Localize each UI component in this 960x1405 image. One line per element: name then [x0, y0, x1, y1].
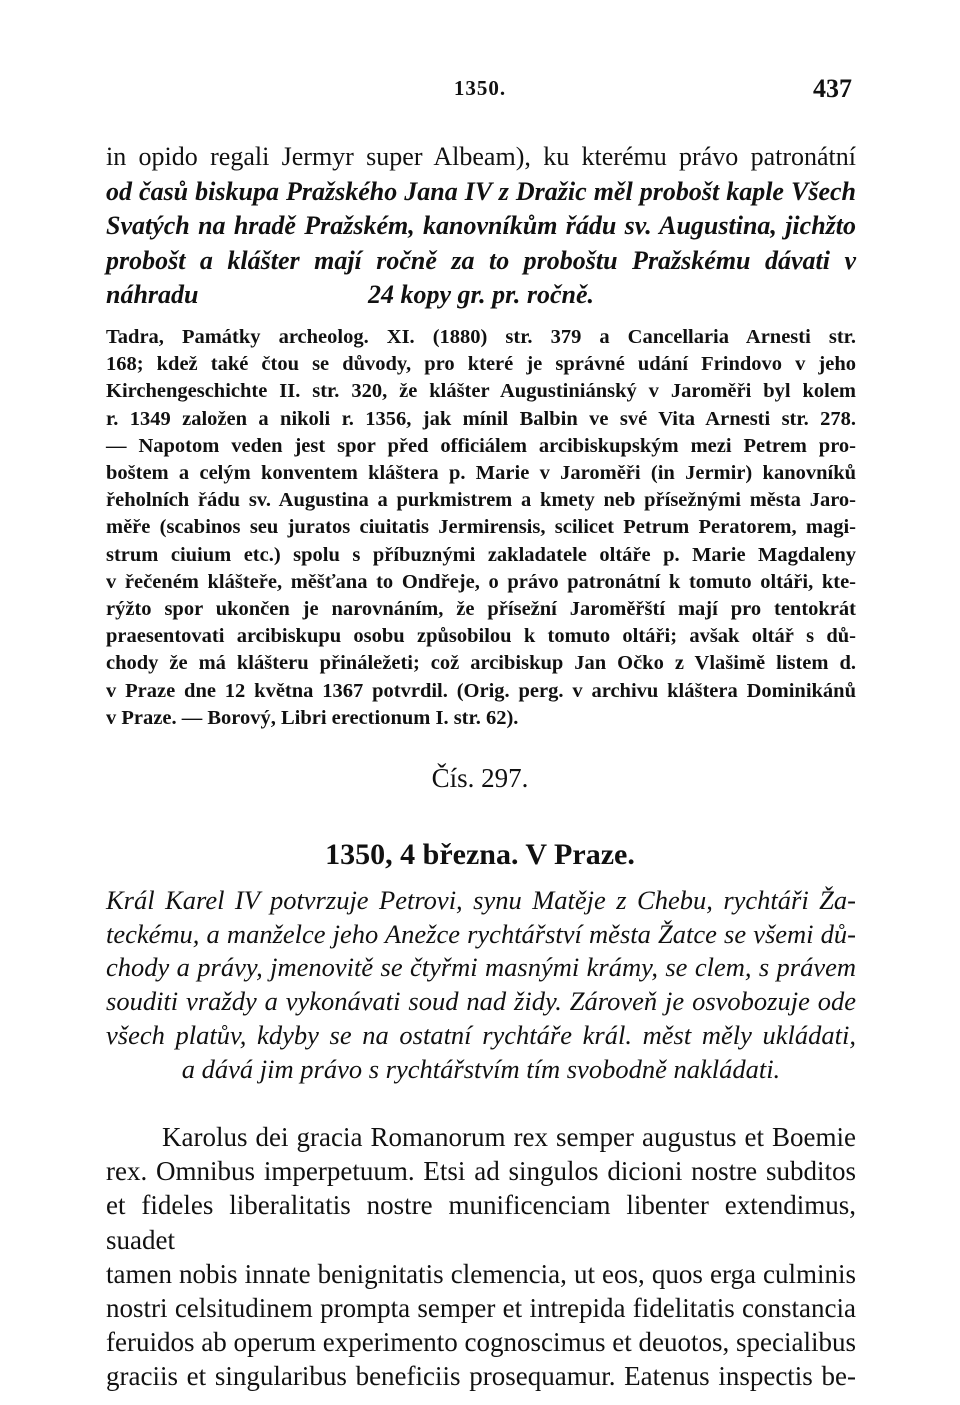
note-line: v řečeném klášteře, měšťana to Ondřeje, o právo patronátní k tomuto oltáři, kte- [106, 570, 856, 593]
charter-line: feruidos ab operum experimento cognoscimus et deuotos, specialibus [106, 1327, 856, 1358]
note-line: rýžto spor ukončen je narovnáním, že přísežní Jaroměřští mají pro tentokrát [106, 598, 856, 621]
regest-line: Král Karel IV potvrzuje Petrovi, synu Matěje z Chebu, rychtáři Ža- [106, 885, 856, 915]
note-line: chody že má klášteru přináležeti; což arcibiskup Jan Očko z Vlašimě listem d. [106, 652, 856, 675]
regest-line: chody a právy, jmenovitě se čtyřmi masnými krámy, se clem, s právem [106, 952, 856, 983]
continuation-line-text: Svatých na hradě Pražském, kanovníkům řádu sv. Augustina, jichžto [106, 211, 856, 240]
continuation-last-line: 24 kopy gr. pr. ročně. [367, 280, 595, 309]
note-line: r. 1349 založen a nikoli r. 1356, jak mínil Balbin ve své Vita Arnesti str. 278. [106, 407, 856, 430]
document-date-place: 1350, 4 března. V Praze. [325, 838, 635, 871]
continuation-line-text: in opido regali Jermyr super Albeam), ku kterému právo patronátní [106, 142, 856, 171]
note-line: praesentovati arcibiskupu osobu způsobilou k tomuto oltáři; avšak oltář s dů- [106, 625, 856, 648]
regest-line: teckému, a manželce jeho Anežce rychtářství města Žatce se všemi dů- [106, 918, 856, 949]
note-line: Tadra, Památky archeolog. XI. (1880) str. 379 a Cancellaria Arnesti str. [106, 326, 856, 348]
regest-last-line: a dává jim právo s rychtářstvím tím svobodně nakládati. [181, 1054, 781, 1084]
charter-line: graciis et singularibus beneficiis prosequamur. Eatenus inspectis be- [106, 1361, 856, 1392]
running-head-year: 1350. [453, 76, 507, 100]
charter-line [106, 1120, 856, 1154]
page-number: 437 [813, 74, 852, 103]
charter-line-text: Karolus dei gracia Romanorum rex semper augustus et Boemie [162, 1122, 856, 1152]
charter-line: et fideles liberalitatis nostre munificenciam libenter extendimus, suadet [106, 1190, 856, 1255]
continuation-line [106, 209, 856, 244]
continuation-line-text: probošt a klášter mají ročně za to proboštu Pražskému dávati v náhradu [106, 245, 856, 309]
note-line: v Praze. — Borový, Libri erectionum I. str. 62). [106, 706, 519, 729]
charter-line: tamen nobis innate benignitatis clemencia, ut eos, quos erga culminis [106, 1258, 856, 1289]
regest-line: souditi vraždy a vykonávati soud nad židy. Zároveň je osvobozuje ode [106, 986, 856, 1017]
editorial-note [106, 324, 856, 732]
note-line: řeholních řádu sv. Augustina a purkmistrem a kmety neb přísežnými města Jaro- [106, 489, 856, 512]
note-line: strum ciuium etc.) spolu s příbuznými zakladatele oltáře p. Marie Magdaleny [106, 543, 856, 566]
continuation-line [106, 140, 856, 175]
charter-text [106, 1120, 856, 1394]
document-number: Čís. 297. [431, 763, 529, 793]
note-line: v Praze dne 12 května 1367 potvrdil. (Orig. perg. v archivu kláštera Dominikánů [106, 679, 856, 702]
note-line: měře (scabinos seu juratos ciuitatis Jermirensis, scilicet Petrum Peratorem, magi- [106, 516, 856, 539]
regest-line: všech platův, kdyby se na ostatní rychtáře král. měst měly ukládati, [106, 1019, 856, 1050]
note-line: 168; kdež také čtou se důvody, pro které je správné udání Frindovo v jeho [106, 353, 856, 376]
charter-line: rex. Omnibus imperpetuum. Etsi ad singulos dicioni nostre subditos [106, 1156, 856, 1187]
regest-paragraph [106, 884, 856, 1053]
continuation-line [106, 175, 856, 210]
charter-line: nostri celsitudinem prompta semper et intrepida fidelitatis constancia [106, 1293, 856, 1324]
note-line: — Napotom veden jest spor před officiálem arcibiskupským mezi Petrem pro- [106, 434, 856, 457]
continuation-line-text: od časů biskupa Pražského Jana IV z Dražic měl probošt kaple Všech [106, 176, 856, 206]
note-line: boštem a celým konventem kláštera p. Marie v Jaroměři (in Jermir) kanovníků [106, 462, 856, 485]
note-line: Kirchengeschichte II. str. 320, že klášter Augustiniánský v Jaroměři byl kolem [106, 380, 856, 403]
